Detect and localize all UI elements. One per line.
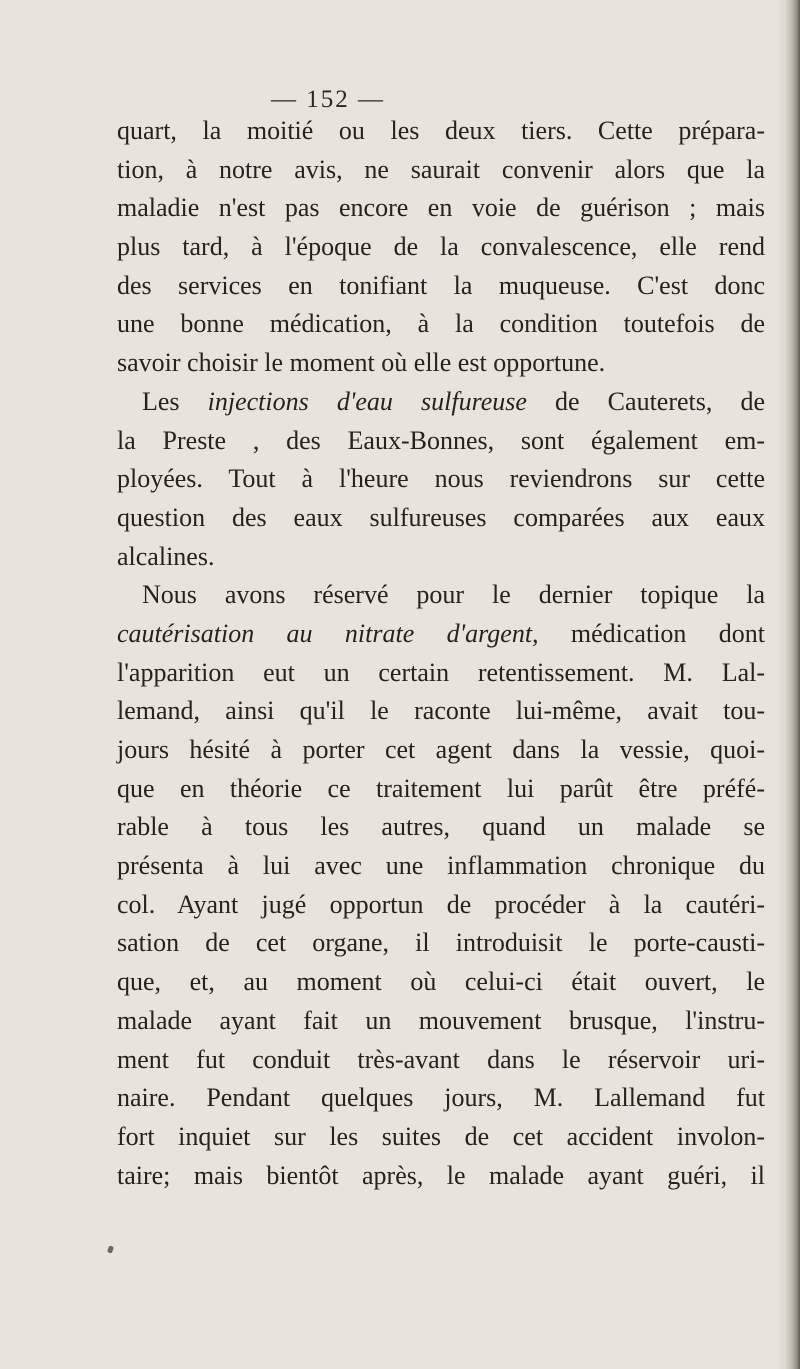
paragraph — [117, 112, 765, 383]
text-line: malade ayant fait un mouvement brusque, l'instru- — [117, 1005, 765, 1035]
italic-term: injections d'eau sulfureuse — [207, 386, 527, 416]
paragraph — [117, 576, 765, 1195]
text-line: rable à tous les autres, quand un malade se — [117, 812, 765, 842]
text-line: Nous avons réservé pour le dernier topique la — [142, 580, 765, 610]
text-line: taire; mais bientôt après, le malade ayant guéri, il — [117, 1160, 765, 1190]
ink-speck — [107, 1245, 114, 1253]
text-run: Les — [142, 386, 208, 416]
text-line: sation de cet organe, il introduisit le porte-causti- — [117, 928, 765, 958]
text-line — [117, 383, 765, 422]
text-line: quart, la moitié ou les deux tiers. Cette prépara- — [117, 116, 765, 145]
text-line: que, et, au moment où celui-ci était ouvert, le — [117, 967, 765, 997]
text-line: des services en tonifiant la muqueuse. C'est donc — [117, 270, 765, 300]
text-line: ment fut conduit très-avant dans le réservoir uri- — [117, 1044, 765, 1074]
italic-term: cautérisation au nitrate d'argent, — [117, 618, 539, 648]
text-line — [117, 615, 765, 654]
text-line: question des eaux sulfureuses comparées aux eaux — [117, 502, 765, 532]
body-text — [117, 112, 765, 1195]
text-line: une bonne médication, à la condition toutefois de — [117, 309, 765, 339]
text-line: maladie n'est pas encore en voie de guérison ; mais — [117, 193, 765, 223]
text-run: médication dont — [538, 618, 765, 648]
text-line: ployées. Tout à l'heure nous reviendrons sur cette — [117, 464, 765, 494]
text-line: jours hésité à porter cet agent dans la vessie, quoi- — [117, 735, 765, 764]
text-line: tion, à notre avis, ne saurait convenir alors que la — [117, 154, 765, 184]
text-line: lemand, ainsi qu'il le raconte lui-même, avait tou- — [117, 696, 765, 726]
text-line: fort inquiet sur les suites de cet accident involon- — [117, 1121, 765, 1151]
page-edge — [786, 0, 800, 1369]
paragraph — [117, 383, 765, 576]
text-line: présenta à lui avec une inflammation chronique du — [117, 851, 765, 881]
text-line: l'apparition eut un certain retentissement. M. Lal- — [117, 657, 765, 687]
text-line: savoir choisir le moment où elle est opportune. — [117, 348, 606, 378]
page-edge-shadow — [776, 0, 786, 1369]
text-line: naire. Pendant quelques jours, M. Lallemand fut — [117, 1083, 765, 1113]
text-line: la Preste , des Eaux-Bonnes, sont également em- — [117, 425, 765, 455]
text-line: que en théorie ce traitement lui parût être préfé- — [117, 773, 765, 803]
page-number: — 152 — — [271, 86, 385, 113]
text-run: de Cauterets, de — [526, 386, 765, 416]
text-line: col. Ayant jugé opportun de procéder à la cautéri- — [117, 889, 765, 919]
text-line: alcalines. — [117, 541, 215, 571]
text-line: plus tard, à l'époque de la convalescence, elle rend — [117, 232, 765, 262]
